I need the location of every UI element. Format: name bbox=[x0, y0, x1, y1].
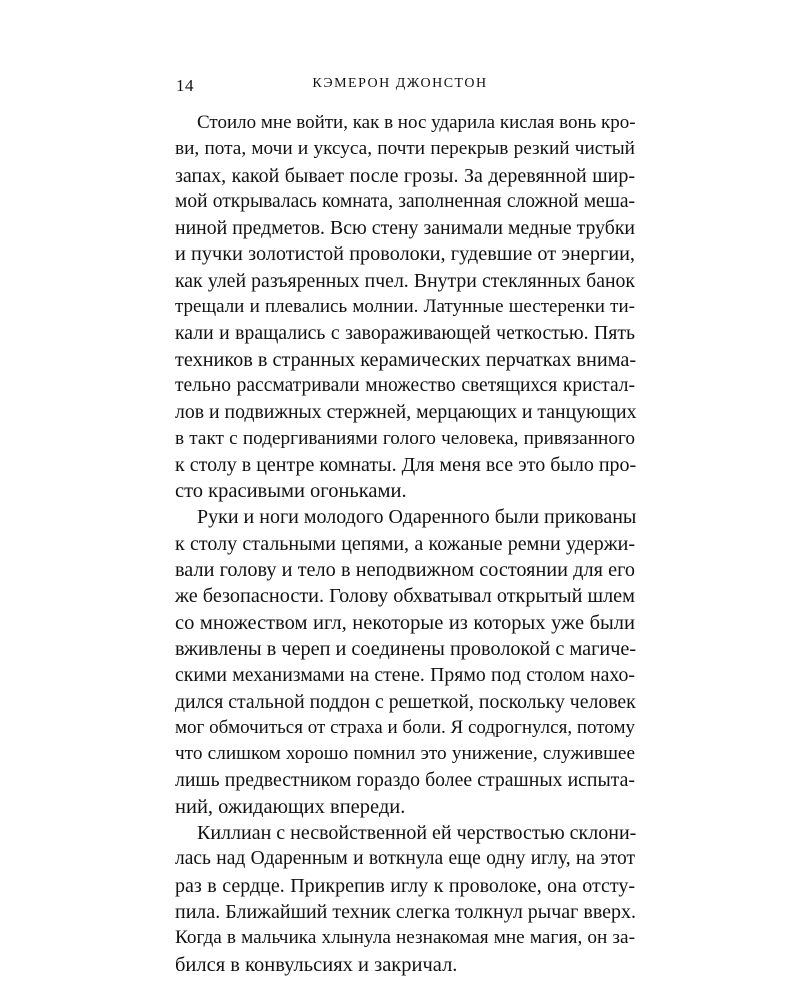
text-line: вживлены в череп и соединены проволокой с магиче- bbox=[175, 637, 637, 660]
text-line: пила. Ближайший техник слегка толкнул рычаг вверх. bbox=[175, 900, 637, 923]
text-line: со множеством игл, некоторые из которых уже были bbox=[175, 611, 635, 634]
text-line: тельно рассматривали множество светящихся кристал- bbox=[175, 374, 635, 396]
text-line: Стоило мне войти, как в нос ударила кислая вонь кро- bbox=[197, 112, 636, 133]
text-line: лишь предвестником гораздо более страшных испыта- bbox=[175, 769, 635, 792]
text-line: бился в конвульсиях и закричал. bbox=[175, 953, 458, 976]
text-line: мог обмочиться от страха и боли. Я содрогнулся, потому bbox=[175, 716, 635, 738]
body-text bbox=[175, 110, 635, 978]
text-line: лась над Одаренным и воткнула еще одну иглу, на этот bbox=[175, 848, 635, 870]
text-line: мой открывалась комната, заполненная сложной меша- bbox=[175, 190, 635, 212]
text-line: Киллиан с несвойственной ей черствостью склони- bbox=[197, 822, 637, 845]
text-line: запах, какой бывает после грозы. За деревянной шир- bbox=[175, 164, 635, 187]
text-line: к столу в центре комнаты. Для меня все это было про- bbox=[175, 453, 637, 476]
text-line: и пучки золотистой проволоки, гудевшие от энергии, bbox=[175, 243, 635, 266]
text-line: трещали и плевались молнии. Латунные шестеренки ти- bbox=[175, 296, 635, 318]
text-line: сто красивыми огоньками. bbox=[175, 480, 407, 503]
text-line: техников в странных керамических перчатках внима- bbox=[175, 348, 637, 371]
text-line: вали голову и тело в неподвижном состоянии для его bbox=[175, 559, 635, 582]
text-line: кали и вращались с завораживающей четкостью. Пять bbox=[175, 322, 635, 345]
text-line: Когда в мальчика хлынула незнакомая мне магия, он за- bbox=[175, 927, 635, 949]
text-line: как улей разъяренных пчел. Внутри стеклянных банок bbox=[175, 269, 635, 292]
text-line: ниной предметов. Всю стену занимали медные трубки bbox=[175, 217, 635, 240]
page-number: 14 bbox=[176, 76, 194, 95]
text-line: в такт с подергиваниями голого человека, привязанного bbox=[175, 427, 635, 449]
text-line: скими механизмами на стене. Прямо под столом нахо- bbox=[175, 664, 635, 687]
running-head: КЭМЕРОН ДЖОНСТОН bbox=[312, 76, 488, 91]
text-line: к столу стальными цепями, а кожаные ремни удержи- bbox=[175, 532, 635, 555]
text-line: же безопасности. Голову обхватывал открытый шлем bbox=[175, 585, 635, 608]
text-line: ний, ожидающих впереди. bbox=[175, 795, 406, 818]
text-line: что слишком хорошо помнил это унижение, служившее bbox=[175, 743, 635, 765]
text-line: дился стальной поддон с решеткой, поскольку человек bbox=[175, 690, 636, 713]
text-line: лов и подвижных стержней, мерцающих и танцующих bbox=[175, 401, 637, 424]
text-line: раз в сердце. Прикрепив иглу к проволоке, она отсту- bbox=[175, 874, 635, 897]
text-line: ви, пота, мочи и уксуса, почти перекрыв резкий чистый bbox=[175, 138, 635, 160]
text-line: Руки и ноги молодого Одаренного были прикованы bbox=[197, 506, 637, 529]
